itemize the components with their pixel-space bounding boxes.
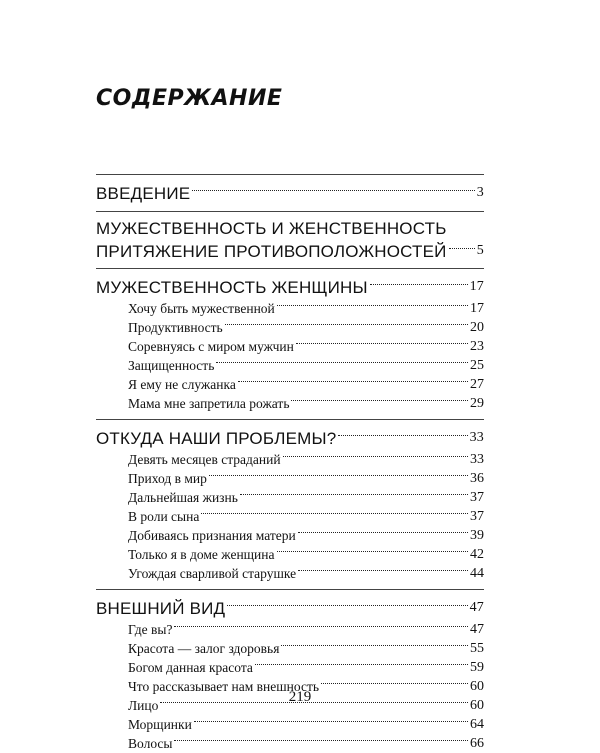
toc-entry-page: 25 (470, 357, 484, 373)
dot-leader (227, 605, 467, 606)
dot-leader (370, 284, 468, 285)
toc-subentry[interactable] (96, 564, 484, 583)
dot-leader (192, 190, 474, 191)
toc-subentry[interactable] (96, 299, 484, 318)
toc-entry-page: 47 (469, 600, 484, 615)
toc-entry-page: 36 (470, 470, 484, 486)
toc-entry-page: 5 (476, 243, 484, 258)
toc-entry-page: 44 (470, 565, 484, 581)
toc-entry-label: Волосы (128, 735, 173, 751)
toc-subentry[interactable] (96, 734, 484, 753)
toc-entry-page: 23 (470, 338, 484, 354)
divider (96, 268, 484, 269)
toc-entry-page: 29 (470, 395, 484, 411)
table-of-contents (96, 168, 484, 753)
toc-entry-page: 64 (470, 716, 484, 732)
dot-leader (296, 343, 468, 344)
dot-leader (277, 551, 468, 552)
divider (96, 174, 484, 175)
dot-leader (449, 248, 475, 249)
toc-entry-page: 20 (470, 319, 484, 335)
toc-entry-label: Богом данная красота (128, 659, 253, 675)
toc-entry-label: ПРИТЯЖЕНИЕ ПРОТИВОПОЛОЖНОСТЕЙ (96, 241, 447, 261)
divider (96, 211, 484, 212)
dot-leader (238, 381, 468, 382)
toc-chapter-3[interactable] (96, 596, 484, 620)
dot-leader (298, 570, 468, 571)
dot-leader (321, 683, 468, 684)
toc-subentry[interactable] (96, 620, 484, 639)
toc-entry-page: 39 (470, 527, 484, 543)
toc-entry-page: 33 (470, 451, 484, 467)
toc-entry-label: Мама мне запретила рожать (128, 395, 290, 411)
toc-entry-page: 3 (476, 185, 484, 200)
toc-subentry[interactable] (96, 488, 484, 507)
dot-leader (194, 721, 468, 722)
dot-leader (240, 494, 468, 495)
divider (96, 419, 484, 420)
toc-entry-label: Морщинки (128, 716, 192, 732)
toc-entry-page: 37 (470, 508, 484, 524)
toc-entry-label: Приход в мир (128, 470, 207, 486)
toc-entry-label: Что рассказывает нам внешность (128, 678, 320, 694)
toc-subentry[interactable] (96, 639, 484, 658)
toc-entry-label: Угождая сварливой старушке (128, 565, 297, 581)
dot-leader (338, 435, 467, 436)
dot-leader (255, 664, 468, 665)
page-number: 219 (288, 689, 312, 705)
dot-leader (216, 362, 468, 363)
divider (96, 589, 484, 590)
toc-subentry[interactable] (96, 715, 484, 734)
toc-entry-page: 37 (470, 489, 484, 505)
toc-entry-label: МУЖЕСТВЕННОСТЬ ЖЕНЩИНЫ (96, 277, 368, 297)
toc-entry-label: Хочу быть мужественной (128, 300, 275, 316)
dot-leader (281, 645, 468, 646)
toc-entry-label: Соревнуясь с миром мужчин (128, 338, 294, 354)
toc-entry-masculinity[interactable] (96, 240, 484, 262)
dot-leader (225, 324, 468, 325)
toc-entry-page: 55 (470, 640, 484, 656)
toc-entry-label: ОТКУДА НАШИ ПРОБЛЕМЫ? (96, 428, 337, 448)
toc-entry-page: 60 (470, 678, 484, 694)
dot-leader (291, 400, 468, 401)
toc-entry-page: 17 (470, 300, 484, 316)
toc-chapter-1[interactable] (96, 275, 484, 299)
toc-entry-label: ВВЕДЕНИЕ (96, 183, 191, 203)
toc-subentry[interactable] (96, 375, 484, 394)
toc-entry-label: Девять месяцев страданий (128, 451, 281, 467)
toc-entry-label: Дальнейшая жизнь (128, 489, 238, 505)
toc-subentry[interactable] (96, 469, 484, 488)
toc-entry-page: 59 (470, 659, 484, 675)
toc-entry-label: Лицо (128, 697, 159, 713)
dot-leader (209, 475, 468, 476)
toc-entry-page: 42 (470, 546, 484, 562)
dot-leader (174, 740, 468, 741)
toc-chapter-2[interactable] (96, 426, 484, 450)
toc-subentry[interactable] (96, 318, 484, 337)
toc-subentry[interactable] (96, 394, 484, 413)
toc-subentry[interactable] (96, 658, 484, 677)
toc-entry-page: 27 (470, 376, 484, 392)
toc-entry-label: Добиваясь признания матери (128, 527, 296, 543)
dot-leader (277, 305, 468, 306)
toc-entry-page: 17 (469, 279, 484, 294)
dot-leader (298, 532, 468, 533)
toc-entry-label: Только я в доме женщина (128, 546, 275, 562)
toc-entry-page: 47 (470, 621, 484, 637)
page-title: СОДЕРЖАНИЕ (96, 86, 283, 111)
toc-entry-label: В роли сына (128, 508, 200, 524)
dot-leader (283, 456, 468, 457)
toc-subentry[interactable] (96, 356, 484, 375)
toc-entry-label: Где вы? (128, 621, 173, 637)
toc-entry-page: 33 (469, 430, 484, 445)
toc-entry-page: 66 (470, 735, 484, 751)
toc-subentry[interactable] (96, 337, 484, 356)
toc-entry-label: Красота — залог здоровья (128, 640, 280, 656)
toc-entry-page: 60 (470, 697, 484, 713)
toc-entry-label: Защищенность (128, 357, 215, 373)
toc-entry-intro[interactable] (96, 181, 484, 205)
toc-entry-label: Я ему не служанка (128, 376, 236, 392)
dot-leader (174, 626, 468, 627)
toc-entry-label: ВНЕШНИЙ ВИД (96, 598, 226, 618)
toc-subentry[interactable] (96, 526, 484, 545)
toc-subentry[interactable] (96, 507, 484, 526)
toc-subentry[interactable] (96, 450, 484, 469)
dot-leader (201, 513, 468, 514)
toc-entry-masculinity-line1[interactable]: МУЖЕСТВЕННОСТЬ И ЖЕНСТВЕННОСТЬ (96, 219, 447, 238)
toc-entry-label: Продуктивность (128, 319, 223, 335)
toc-subentry[interactable] (96, 545, 484, 564)
